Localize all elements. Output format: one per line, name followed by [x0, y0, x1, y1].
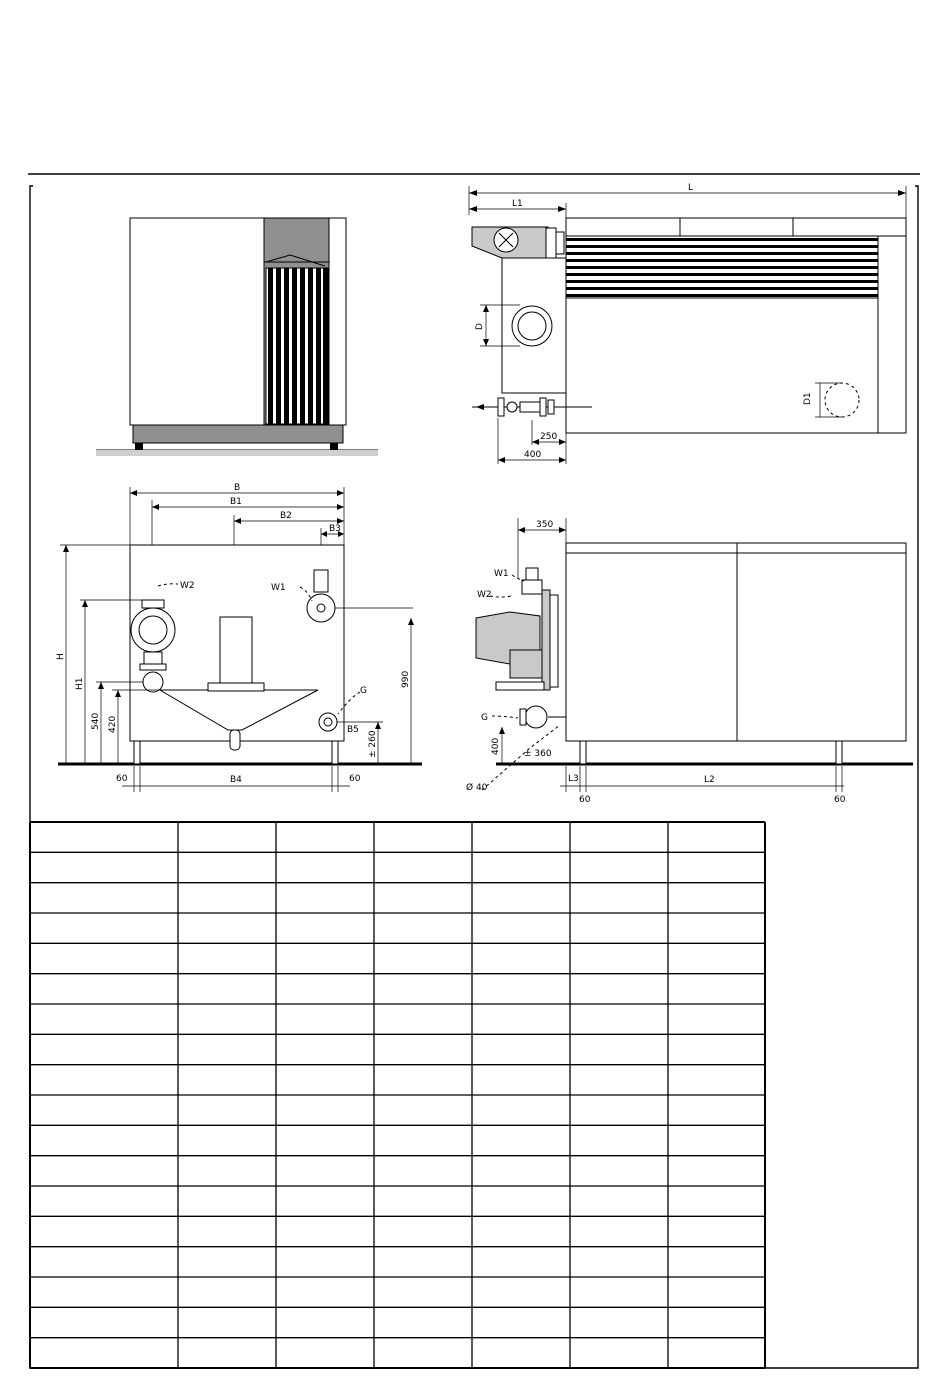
label-D: D — [475, 323, 485, 330]
label-W2: W2 — [180, 581, 195, 591]
top-view — [469, 186, 906, 464]
top-fins — [566, 238, 878, 297]
label-540: 540 — [91, 712, 101, 730]
label-G-side: G — [481, 713, 488, 723]
label-250: 250 — [540, 432, 558, 442]
label-360: ± 360 — [524, 749, 552, 759]
label-L2: L2 — [704, 775, 715, 785]
label-W1: W1 — [271, 583, 286, 593]
label-60a: 60 — [116, 774, 128, 784]
label-D1: D1 — [803, 392, 813, 405]
label-60b: 60 — [349, 774, 361, 784]
label-B: B — [234, 483, 241, 493]
label-B2: B2 — [280, 511, 292, 521]
label-990: 990 — [401, 670, 411, 688]
label-350: 350 — [536, 520, 554, 530]
label-W1-side: W1 — [494, 569, 509, 579]
label-L3: L3 — [568, 774, 579, 784]
label-400b: 400 — [491, 737, 501, 755]
label-40: Ø 40 — [466, 783, 488, 793]
label-60d: 60 — [834, 795, 846, 805]
front-view — [96, 218, 378, 456]
label-H: H — [56, 653, 66, 660]
label-400: 400 — [524, 450, 542, 460]
label-60c: 60 — [579, 795, 591, 805]
label-H1: H1 — [75, 677, 85, 690]
label-B1: B1 — [230, 497, 242, 507]
label-G: G — [360, 686, 367, 696]
label-L1: L1 — [512, 199, 523, 209]
label-W2-side: W2 — [477, 590, 492, 600]
label-420: 420 — [108, 715, 118, 733]
label-B5: B5 — [347, 725, 359, 735]
dimensions-table — [30, 822, 765, 1368]
label-L: L — [688, 183, 694, 193]
label-B3: B3 — [329, 524, 341, 534]
label-B4: B4 — [230, 775, 242, 785]
label-260: ± 260 — [368, 730, 378, 758]
